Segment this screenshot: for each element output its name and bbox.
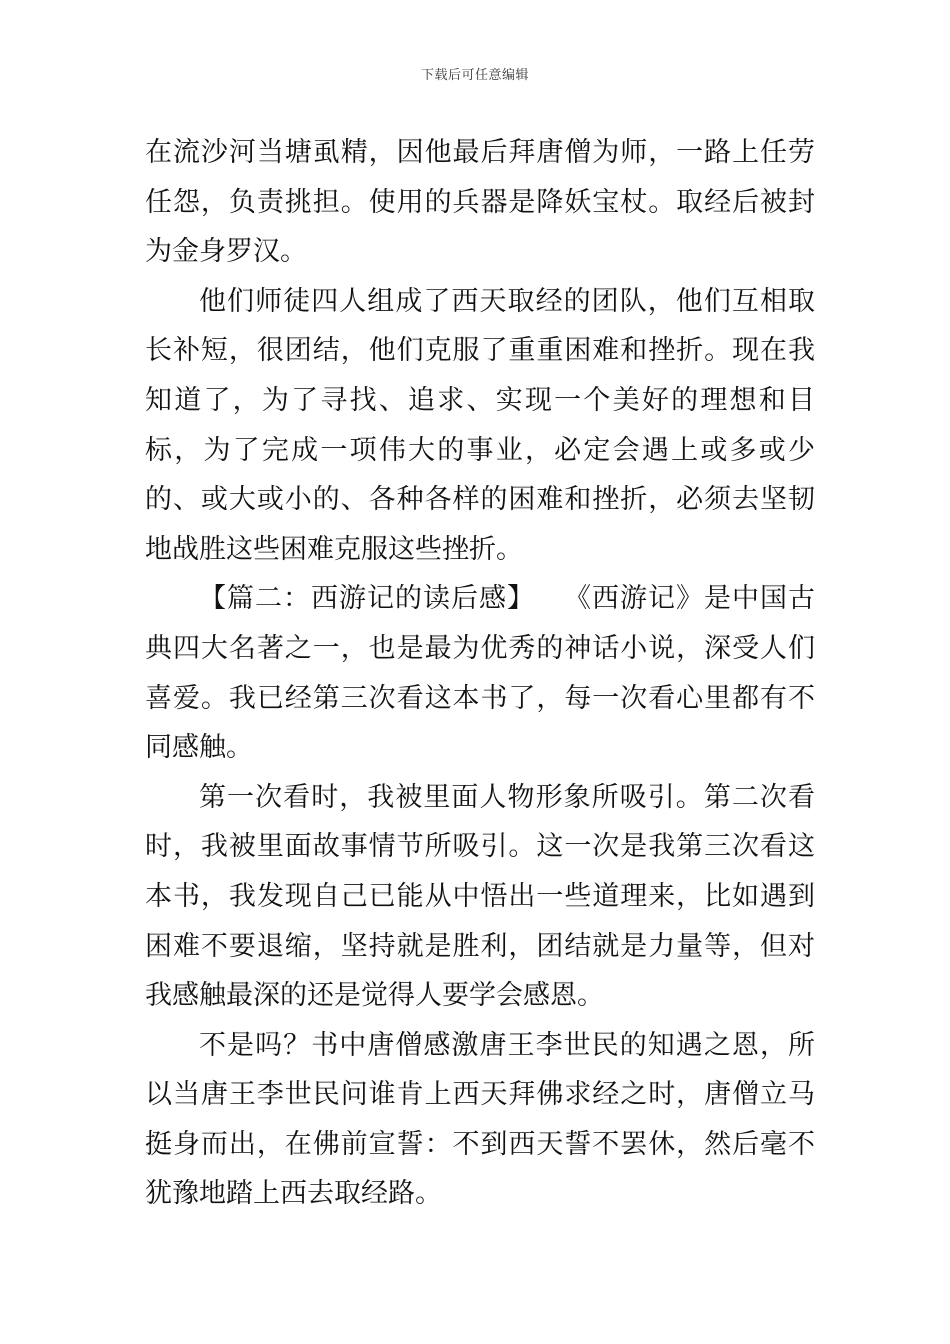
page-header: 下载后可任意编辑	[420, 68, 529, 83]
paragraph-continuation: 在流沙河当塘虱精，因他最后拜唐僧为师，一路上任劳任怨，负责挑担。使用的兵器是降妖宝杖。取经后被封为金身罗汉。	[145, 137, 815, 268]
paragraph-section-two: 【篇二：西游记的读后感】 《西游记》是中国古典四大名著之一，也是最为优秀的神话小说，深受人们喜爱。我已经第三次看这本书了，每一次看心里都有不同感触。	[145, 583, 815, 764]
paragraph-reading-times: 第一次看时，我被里面人物形象所吸引。第二次看时，我被里面故事情节所吸引。这一次是我第三次看这本书，我发现自己已能从中悟出一些道理来，比如遇到困难不要退缩，坚持就是胜利，团结就是力量等，但对我感触最深的还是觉得人要学会感恩。	[145, 781, 815, 1012]
document-body	[145, 128, 815, 1219]
paragraph-team: 他们师徒四人组成了西天取经的团队，他们互相取长补短，很团结，他们克服了重重困难和挫折。现在我知道了，为了寻找、追求、实现一个美好的理想和目标，为了完成一项伟大的事业，必定会遇上或多或少的、或大或小的、各种各样的困难和挫折，必须去坚韧地战胜这些困难克服这些挫折。	[145, 285, 815, 565]
paragraph-gratitude: 不是吗？书中唐僧感激唐王李世民的知遇之恩，所以当唐王李世民问谁肯上西天拜佛求经之时，唐僧立马挺身而出，在佛前宣誓：不到西天誓不罢休，然后毫不犹豫地踏上西去取经路。	[145, 1029, 815, 1210]
